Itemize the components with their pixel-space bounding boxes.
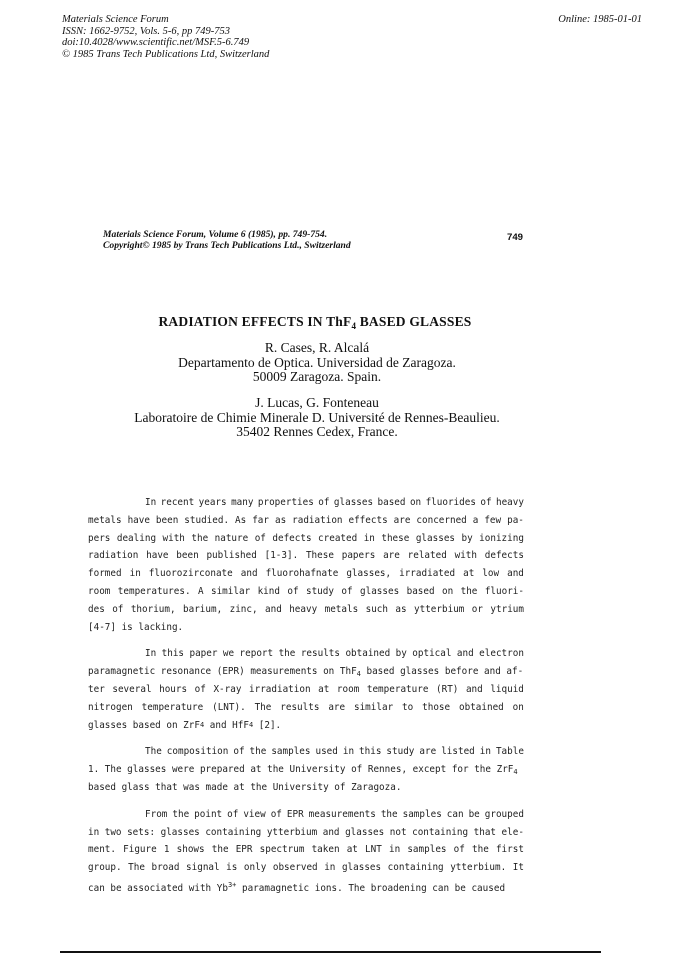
copyright-line: © 1985 Trans Tech Publications Ltd, Switzerland	[62, 48, 270, 60]
body-text	[88, 494, 524, 904]
text-line	[88, 761, 524, 779]
text-line: metals have been studied. As far as radiation effects are concerned a few pa-	[88, 514, 524, 526]
doi-line: doi:10.4028/www.scientific.net/MSF.5-6.749	[62, 37, 250, 49]
paragraph-4	[88, 806, 524, 895]
superscript: 3+	[227, 880, 237, 889]
text-run: paramagnetic resonance (EPR) measurements on ThF	[88, 666, 357, 678]
text-line: radiation have been published [1-3]. These papers are related with defects	[88, 550, 524, 562]
text-line: des of thorium, barium, zinc, and heavy metals such as ytterbium or ytrium	[88, 603, 524, 615]
paragraph-3	[88, 743, 524, 796]
text-line: pers dealing with the nature of defects created in these glasses by ionizing	[88, 532, 524, 544]
subscript: 4	[248, 720, 254, 729]
text-line: In recent years many properties of glasses based on fluorides of heavy	[145, 497, 524, 508]
text-line: ter several hours of X-ray irradiation at room temperature (RT) and liquid	[88, 683, 524, 695]
printed-journal-header	[103, 229, 351, 251]
authors: R. Cases, R. Alcalá	[264, 340, 370, 355]
address: 35402 Rennes Cedex, France.	[236, 424, 398, 439]
title-main: RADIATION EFFECTS IN ThF	[158, 314, 352, 329]
subscript: 4	[513, 768, 518, 777]
affiliation-rennes	[0, 396, 634, 440]
subscript: 4	[356, 670, 361, 679]
text-run: based glasses before and af-	[360, 666, 524, 678]
footer-rule	[60, 951, 601, 953]
title-subscript: 4	[351, 321, 357, 331]
page-number: 749	[507, 232, 524, 243]
text-run: and HfF	[204, 719, 249, 731]
online-date: Online: 1985-01-01	[558, 14, 642, 25]
text-line	[88, 663, 524, 681]
text-line	[88, 717, 524, 735]
text-line: formed in fluorozirconate and fluorohafnate glasses, irradiated at low and	[88, 568, 524, 580]
text-line: The composition of the samples used in this study are listed in Table	[145, 746, 524, 758]
text-run: [2].	[253, 719, 282, 731]
text-run: 1. The glasses were prepared at the University of Rennes, except for the ZrF	[88, 764, 514, 776]
text-line: room temperatures. A similar kind of study of glasses based on the fluori-	[88, 585, 524, 597]
journal-name: Materials Science Forum	[62, 14, 169, 25]
paper-title	[0, 314, 630, 331]
printed-copyright: Copyright© 1985 by Trans Tech Publications Ltd., Switzerland	[103, 240, 351, 251]
institution: Departamento de Optica. Universidad de Zaragoza.	[178, 354, 456, 370]
issn-line: ISSN: 1662-9752, Vols. 5-6, pp 749-753	[62, 25, 230, 37]
text-run: paramagnetic ions. The broadening can be caused	[236, 882, 506, 894]
affiliation-zaragoza	[0, 341, 634, 385]
text-line: group. The broad signal is only observed in glasses containing ytterbium. It	[88, 862, 524, 874]
text-line: [4-7] is lacking.	[88, 621, 184, 633]
institution: Laboratoire de Chimie Minerale D. Université de Rennes-Beaulieu.	[134, 409, 500, 425]
text-line: In this paper we report the results obtained by optical and electron	[145, 648, 524, 660]
paragraph-1	[88, 494, 524, 636]
authors: J. Lucas, G. Fonteneau	[255, 395, 379, 410]
text-line: in two sets: glasses containing ytterbium and glasses not containing that ele-	[88, 826, 524, 838]
publication-metadata	[62, 14, 269, 60]
text-line: From the point of view of EPR measurements the samples can be grouped	[145, 808, 524, 820]
text-line	[88, 877, 524, 895]
printed-citation: Materials Science Forum, Volume 6 (1985), pp. 749-754.	[103, 229, 328, 240]
subscript: 4	[199, 720, 205, 729]
text-line: nitrogen temperature (LNT). The results are similar to those obtained on	[88, 701, 524, 713]
text-run: can be associated with Yb	[88, 882, 228, 894]
paragraph-2	[88, 645, 524, 734]
address: 50009 Zaragoza. Spain.	[252, 369, 382, 384]
text-line: ment. Figure 1 shows the EPR spectrum taken at LNT in samples of the first	[88, 844, 524, 856]
title-end: BASED GLASSES	[356, 314, 472, 329]
text-run: glasses based on ZrF	[88, 719, 200, 731]
text-line: based glass that was made at the University of Zaragoza.	[88, 781, 402, 793]
